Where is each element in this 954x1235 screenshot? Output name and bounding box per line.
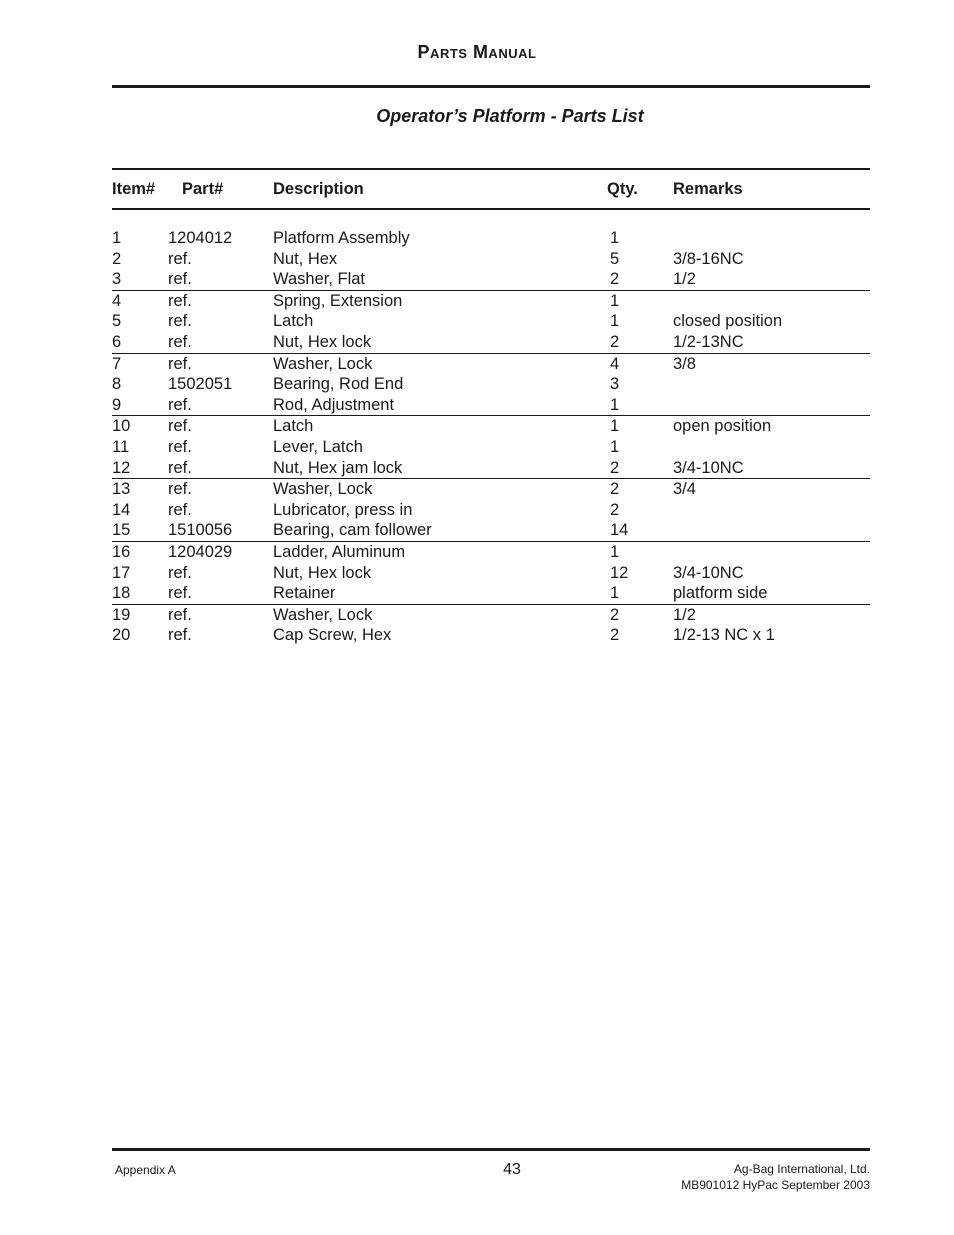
cell-item: 3 — [112, 270, 122, 289]
cell-qty: 2 — [610, 626, 620, 645]
cell-qty: 1 — [610, 229, 620, 247]
cell-description: Nut, Hex — [273, 249, 338, 268]
cell-qty: 5 — [610, 249, 620, 268]
cell-qty: 2 — [610, 270, 620, 289]
cell-item: 1 — [112, 229, 122, 247]
cell-qty: 1 — [610, 291, 620, 310]
page-number: 43 — [503, 1161, 521, 1178]
table-row — [112, 458, 870, 479]
cell-item: 2 — [112, 249, 122, 268]
table-row — [112, 520, 870, 541]
cell-part: ref. — [168, 312, 192, 331]
cell-remarks: 3/8 — [673, 354, 696, 373]
header-rule — [112, 85, 870, 88]
table-row — [112, 437, 870, 458]
cell-remarks: 3/4-10NC — [673, 563, 744, 582]
cell-qty: 3 — [610, 375, 620, 394]
cell-remarks: 1/2 — [673, 270, 696, 289]
cell-qty: 2 — [610, 480, 620, 499]
cell-qty: 1 — [610, 417, 620, 436]
cell-description: Bearing, cam follower — [273, 521, 432, 540]
cell-item: 5 — [112, 312, 122, 331]
parts-table-body — [112, 228, 870, 646]
cell-part: ref. — [168, 584, 192, 603]
cell-item: 8 — [112, 375, 122, 394]
cell-description: Nut, Hex jam lock — [273, 458, 403, 477]
cell-item: 9 — [112, 395, 122, 414]
cell-description: Washer, Flat — [273, 270, 365, 289]
cell-part: 1204029 — [168, 542, 233, 561]
cell-item: 20 — [112, 626, 131, 645]
table-header-rule — [112, 208, 870, 210]
cell-qty: 2 — [610, 332, 620, 351]
cell-item: 6 — [112, 332, 122, 351]
cell-item: 13 — [112, 480, 131, 499]
table-row — [112, 395, 870, 416]
cell-description: Platform Assembly — [273, 229, 410, 247]
cell-remarks: 3/4-10NC — [673, 458, 744, 477]
column-header-qty: Qty. — [607, 180, 638, 198]
table-row — [112, 228, 870, 249]
cell-item: 15 — [112, 521, 131, 540]
cell-part: ref. — [168, 354, 192, 373]
cell-part: 1510056 — [168, 521, 233, 540]
cell-item: 10 — [112, 417, 131, 436]
column-header-item: Item# — [112, 180, 156, 198]
footer-rule — [112, 1148, 870, 1151]
cell-item: 14 — [112, 500, 131, 519]
cell-description: Rod, Adjustment — [273, 395, 395, 414]
cell-part: ref. — [168, 270, 192, 289]
cell-qty: 4 — [610, 354, 620, 373]
cell-qty: 1 — [610, 437, 620, 456]
cell-part: ref. — [168, 417, 192, 436]
cell-part: ref. — [168, 332, 192, 351]
cell-qty: 2 — [610, 458, 620, 477]
cell-description: Latch — [273, 417, 314, 436]
table-row — [112, 415, 870, 437]
cell-description: Lubricator, press in — [273, 500, 413, 519]
table-row — [112, 249, 870, 270]
cell-remarks: 1/2-13NC — [673, 332, 744, 351]
cell-qty: 2 — [610, 500, 620, 519]
page-header-title: Parts Manual — [417, 42, 537, 62]
footer-company-name: Ag-Bag International, Ltd. — [733, 1162, 870, 1176]
cell-item: 18 — [112, 584, 131, 603]
cell-description: Spring, Extension — [273, 291, 403, 310]
table-row — [112, 604, 870, 626]
cell-part: 1204012 — [168, 229, 233, 247]
section-title: Operator’s Platform - Parts List — [376, 106, 644, 126]
cell-description: Washer, Lock — [273, 354, 373, 373]
column-header-description: Description — [273, 180, 364, 198]
table-row — [112, 311, 870, 332]
cell-qty: 2 — [610, 605, 620, 624]
cell-remarks: 1/2-13 NC x 1 — [673, 626, 775, 645]
table-row — [112, 269, 870, 290]
cell-item: 17 — [112, 563, 131, 582]
column-header-part: Part# — [182, 180, 224, 198]
cell-item: 16 — [112, 542, 131, 561]
cell-part: ref. — [168, 437, 192, 456]
cell-part: ref. — [168, 500, 192, 519]
cell-qty: 14 — [610, 521, 629, 540]
cell-description: Lever, Latch — [273, 437, 363, 456]
table-row — [112, 332, 870, 353]
cell-item: 12 — [112, 458, 131, 477]
cell-part: ref. — [168, 626, 192, 645]
cell-item: 11 — [112, 437, 130, 456]
cell-remarks: open position — [673, 417, 772, 436]
cell-qty: 1 — [610, 312, 620, 331]
cell-part: ref. — [168, 563, 192, 582]
cell-qty: 12 — [610, 563, 629, 582]
cell-description: Ladder, Aluminum — [273, 542, 406, 561]
cell-description: Nut, Hex lock — [273, 563, 372, 582]
table-row — [112, 353, 870, 375]
table-row — [112, 541, 870, 563]
cell-qty: 1 — [610, 395, 620, 414]
table-row — [112, 500, 870, 521]
cell-description: Nut, Hex lock — [273, 332, 372, 351]
cell-part: 1502051 — [168, 375, 233, 394]
cell-qty: 1 — [610, 542, 620, 561]
cell-part: ref. — [168, 395, 192, 414]
cell-description: Latch — [273, 312, 314, 331]
table-row — [112, 583, 870, 604]
cell-description: Washer, Lock — [273, 605, 373, 624]
footer-appendix-label: Appendix A — [115, 1163, 176, 1177]
cell-qty: 1 — [610, 584, 620, 603]
table-row — [112, 563, 870, 584]
table-row — [112, 290, 870, 312]
cell-description: Bearing, Rod End — [273, 375, 404, 394]
cell-part: ref. — [168, 458, 192, 477]
footer-company-info — [681, 1161, 870, 1193]
cell-part: ref. — [168, 480, 192, 499]
cell-item: 4 — [112, 291, 122, 310]
table-row — [112, 478, 870, 500]
cell-description: Cap Screw, Hex — [273, 626, 392, 645]
column-header-remarks: Remarks — [673, 180, 743, 198]
cell-remarks: 3/4 — [673, 480, 696, 499]
cell-description: Retainer — [273, 584, 336, 603]
cell-remarks: platform side — [673, 584, 768, 603]
cell-part: ref. — [168, 249, 192, 268]
cell-remarks: 1/2 — [673, 605, 696, 624]
cell-item: 7 — [112, 354, 122, 373]
table-top-rule — [112, 168, 870, 170]
footer-document-reference: MB901012 HyPac September 2003 — [681, 1178, 870, 1192]
table-row — [112, 374, 870, 395]
cell-description: Washer, Lock — [273, 480, 373, 499]
cell-part: ref. — [168, 605, 192, 624]
cell-remarks: 3/8-16NC — [673, 249, 744, 268]
cell-item: 19 — [112, 605, 131, 624]
cell-part: ref. — [168, 291, 192, 310]
cell-remarks: closed position — [673, 312, 783, 331]
table-row — [112, 625, 870, 646]
